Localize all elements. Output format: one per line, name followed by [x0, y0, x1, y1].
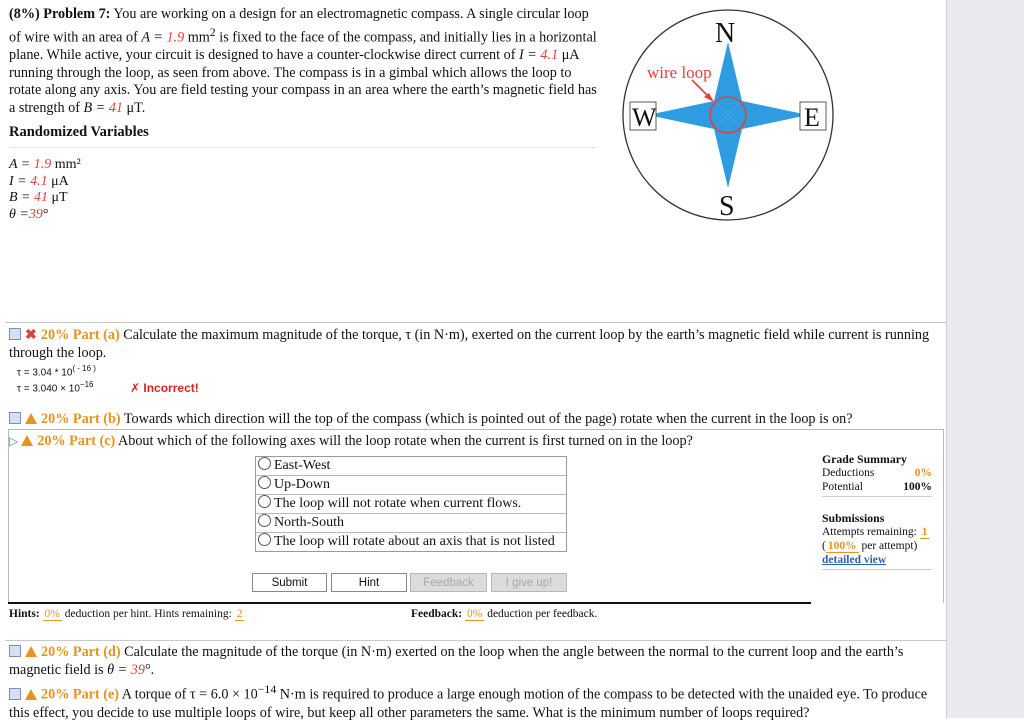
per-attempt: ( 100% per attempt) [822, 540, 918, 552]
feedback-info: Feedback: 0% deduction per feedback. [411, 608, 598, 620]
grade-summary [822, 452, 932, 570]
part-b-label: Part (b) [72, 411, 121, 427]
incorrect-x-icon: ✖ [25, 327, 37, 343]
part-a-question: Calculate the maximum magnitude of the torque, τ (in N·m), exerted on the current loop by the earth’s magnetic field while current is running through the loop. [9, 327, 930, 361]
part-d-weight: 20% [41, 644, 70, 660]
radio-button[interactable] [258, 457, 271, 470]
option-north-south[interactable]: North-South [256, 514, 566, 533]
collapse-icon[interactable] [9, 412, 21, 424]
part-e-label: Part (e) [72, 686, 119, 703]
variable-row: I = 4.1 μA [9, 173, 69, 189]
part-a-answer-1: $\tau = 3.04 * 10^{( - 16 )}$ [17, 364, 96, 379]
west-label: W [632, 103, 657, 132]
collapse-icon[interactable] [9, 645, 21, 657]
warning-icon [25, 646, 37, 657]
part-d-label: Part (d) [72, 644, 121, 660]
part-b-weight: 20% [41, 411, 70, 427]
randomized-variables-list [9, 157, 81, 223]
area-label: A = [141, 29, 167, 46]
incorrect-status: ✗ Incorrect! [130, 381, 199, 395]
detailed-view-link[interactable]: detailed view [822, 554, 887, 566]
right-scroll-panel [946, 0, 1024, 718]
collapse-icon[interactable] [9, 688, 21, 700]
collapse-icon[interactable] [9, 328, 21, 340]
variable-row: B = 41 μT [9, 190, 68, 205]
attempts-remaining: Attempts remaining: 1 [822, 526, 928, 538]
divider [9, 147, 596, 148]
option-no-rotation[interactable]: The loop will not rotate when current flows. [256, 495, 566, 514]
south-label: S [719, 191, 735, 222]
problem-text-1: You are working on a design for an electromagnetic compass. A single circular loop of wire with an area of [9, 6, 589, 46]
area-value: 1.9 [166, 29, 185, 46]
field-value: 41 [108, 99, 123, 116]
hint-button[interactable]: Hint [331, 573, 407, 592]
warning-icon [21, 435, 33, 446]
radio-button[interactable] [258, 476, 271, 489]
answer-options [255, 456, 567, 552]
hints-info: Hints: 0% deduction per hint. Hints remaining: 2 [9, 608, 243, 620]
part-e-question-2: N·m is required to produce a large enough motion of the compass to be detected with the unaided eye. To produce this effect, you decide to use multiple loops of wire, but keep all other parameters the same. What is the minimum number of loops required? [9, 686, 928, 721]
section-divider [5, 322, 946, 323]
part-e-weight: 20% [41, 686, 70, 703]
area-unit: mm [184, 29, 210, 46]
part-c-question: About which of the following axes will the loop rotate when the current is first turned on in the loop? [115, 433, 693, 449]
variable-row: A = 1.9 mm² [9, 157, 81, 172]
part-a-answer-2: $\tau = 3.040 \times 10^{-16}$ [17, 380, 94, 395]
part-a-weight: 20% [40, 327, 70, 343]
current-value: 4.1 [540, 46, 559, 63]
part-d-question: Calculate the magnitude of the torque (in N·m) exerted on the loop when the angle between the normal to the current loop and the earth’s magnetic field is [9, 644, 904, 678]
expand-arrow-icon[interactable]: ▷ [9, 434, 19, 448]
variable-row: θ =39° [9, 206, 49, 222]
radio-button[interactable] [258, 514, 271, 527]
part-c-label: Part (c) [69, 433, 116, 449]
compass-figure [618, 8, 838, 223]
grade-summary-heading: Grade Summary [822, 452, 907, 466]
field-label: B = [83, 99, 109, 116]
section-divider [5, 640, 946, 641]
problem-statement: (8%) Problem 7: You are working on a design for an electromagnetic compass. A single circular loop of wire with an area of A = 1.9 $mm^2$ is fixed to the face of the compass, and initially lies in a horizontal plane. While active, your circuit is designed to have a counter-clockwise direct current of I = 4.1 μA running through the loop, as seen from above. The compass is in a gimbal which allows the loop to rotate along any axis. You are field testing your compass in an area where the earth’s magnetic field has a strength of B = 41 μT. [9, 6, 597, 116]
option-not-listed[interactable]: The loop will rotate about an axis that is not listed [256, 533, 566, 551]
part-a-label: Part (a) [72, 327, 120, 343]
submissions-heading: Submissions [822, 511, 885, 525]
give-up-button[interactable]: I give up! [491, 573, 567, 592]
option-up-down[interactable]: Up-Down [256, 476, 566, 495]
problem-text-2: is fixed to the face of the compass, and initially lies in a horizontal plane. While active, your circuit is designed to have a counter-clockwise direct current of [9, 29, 597, 63]
radio-button[interactable] [258, 495, 271, 508]
wire-loop-label: wire loop [647, 63, 712, 82]
deductions-row: Deductions 0% [822, 467, 932, 479]
part-a [9, 326, 939, 362]
warning-icon [25, 413, 37, 424]
option-east-west[interactable]: East-West [256, 457, 566, 476]
field-unit: μT. [123, 99, 146, 116]
radio-button[interactable] [258, 533, 271, 546]
submit-button[interactable]: Submit [252, 573, 327, 592]
problem-text-3: running through the loop, as seen from above. The compass is in a gimbal which allows the loop to rotate along any axis. You are field testing your compass in an area where the earth’s magnetic field has a strength of [9, 64, 597, 116]
part-c-weight: 20% [37, 433, 66, 449]
current-label: I = [519, 46, 541, 63]
feedback-button[interactable]: Feedback [410, 573, 487, 592]
current-unit: μA [558, 46, 579, 63]
north-label: N [715, 18, 736, 49]
warning-icon [25, 689, 37, 700]
east-label: E [804, 103, 820, 132]
problem-title: (8%) Problem 7: [9, 6, 111, 22]
part-b-question: Towards which direction will the top of the compass (which is pointed out of the page) rotate when the current in the loop is on? [120, 411, 853, 427]
part-e-question-1: A torque of τ = 6.0 × 10 [119, 686, 258, 703]
part-d: 20% Part (d) Calculate the magnitude of the torque (in N·m) exerted on the loop when the angle between the normal to the current loop and the earth’s magnetic field is θ = 39°. [9, 644, 904, 678]
potential-row: Potential 100% [822, 480, 932, 497]
part-c [9, 432, 939, 450]
randomized-variables-heading: Randomized Variables [9, 124, 149, 140]
part-e: 20% Part (e) A torque of $\tau = 6.0 \times 10^{-14}$ N·m is required to produce a large enough motion of the compass to be detected with the unaided eye. To produce this effect, you decide to use multiple loops of wire, but keep all other parameters the same. What is the minimum number of loops required? [9, 682, 928, 721]
part-b [9, 410, 939, 428]
